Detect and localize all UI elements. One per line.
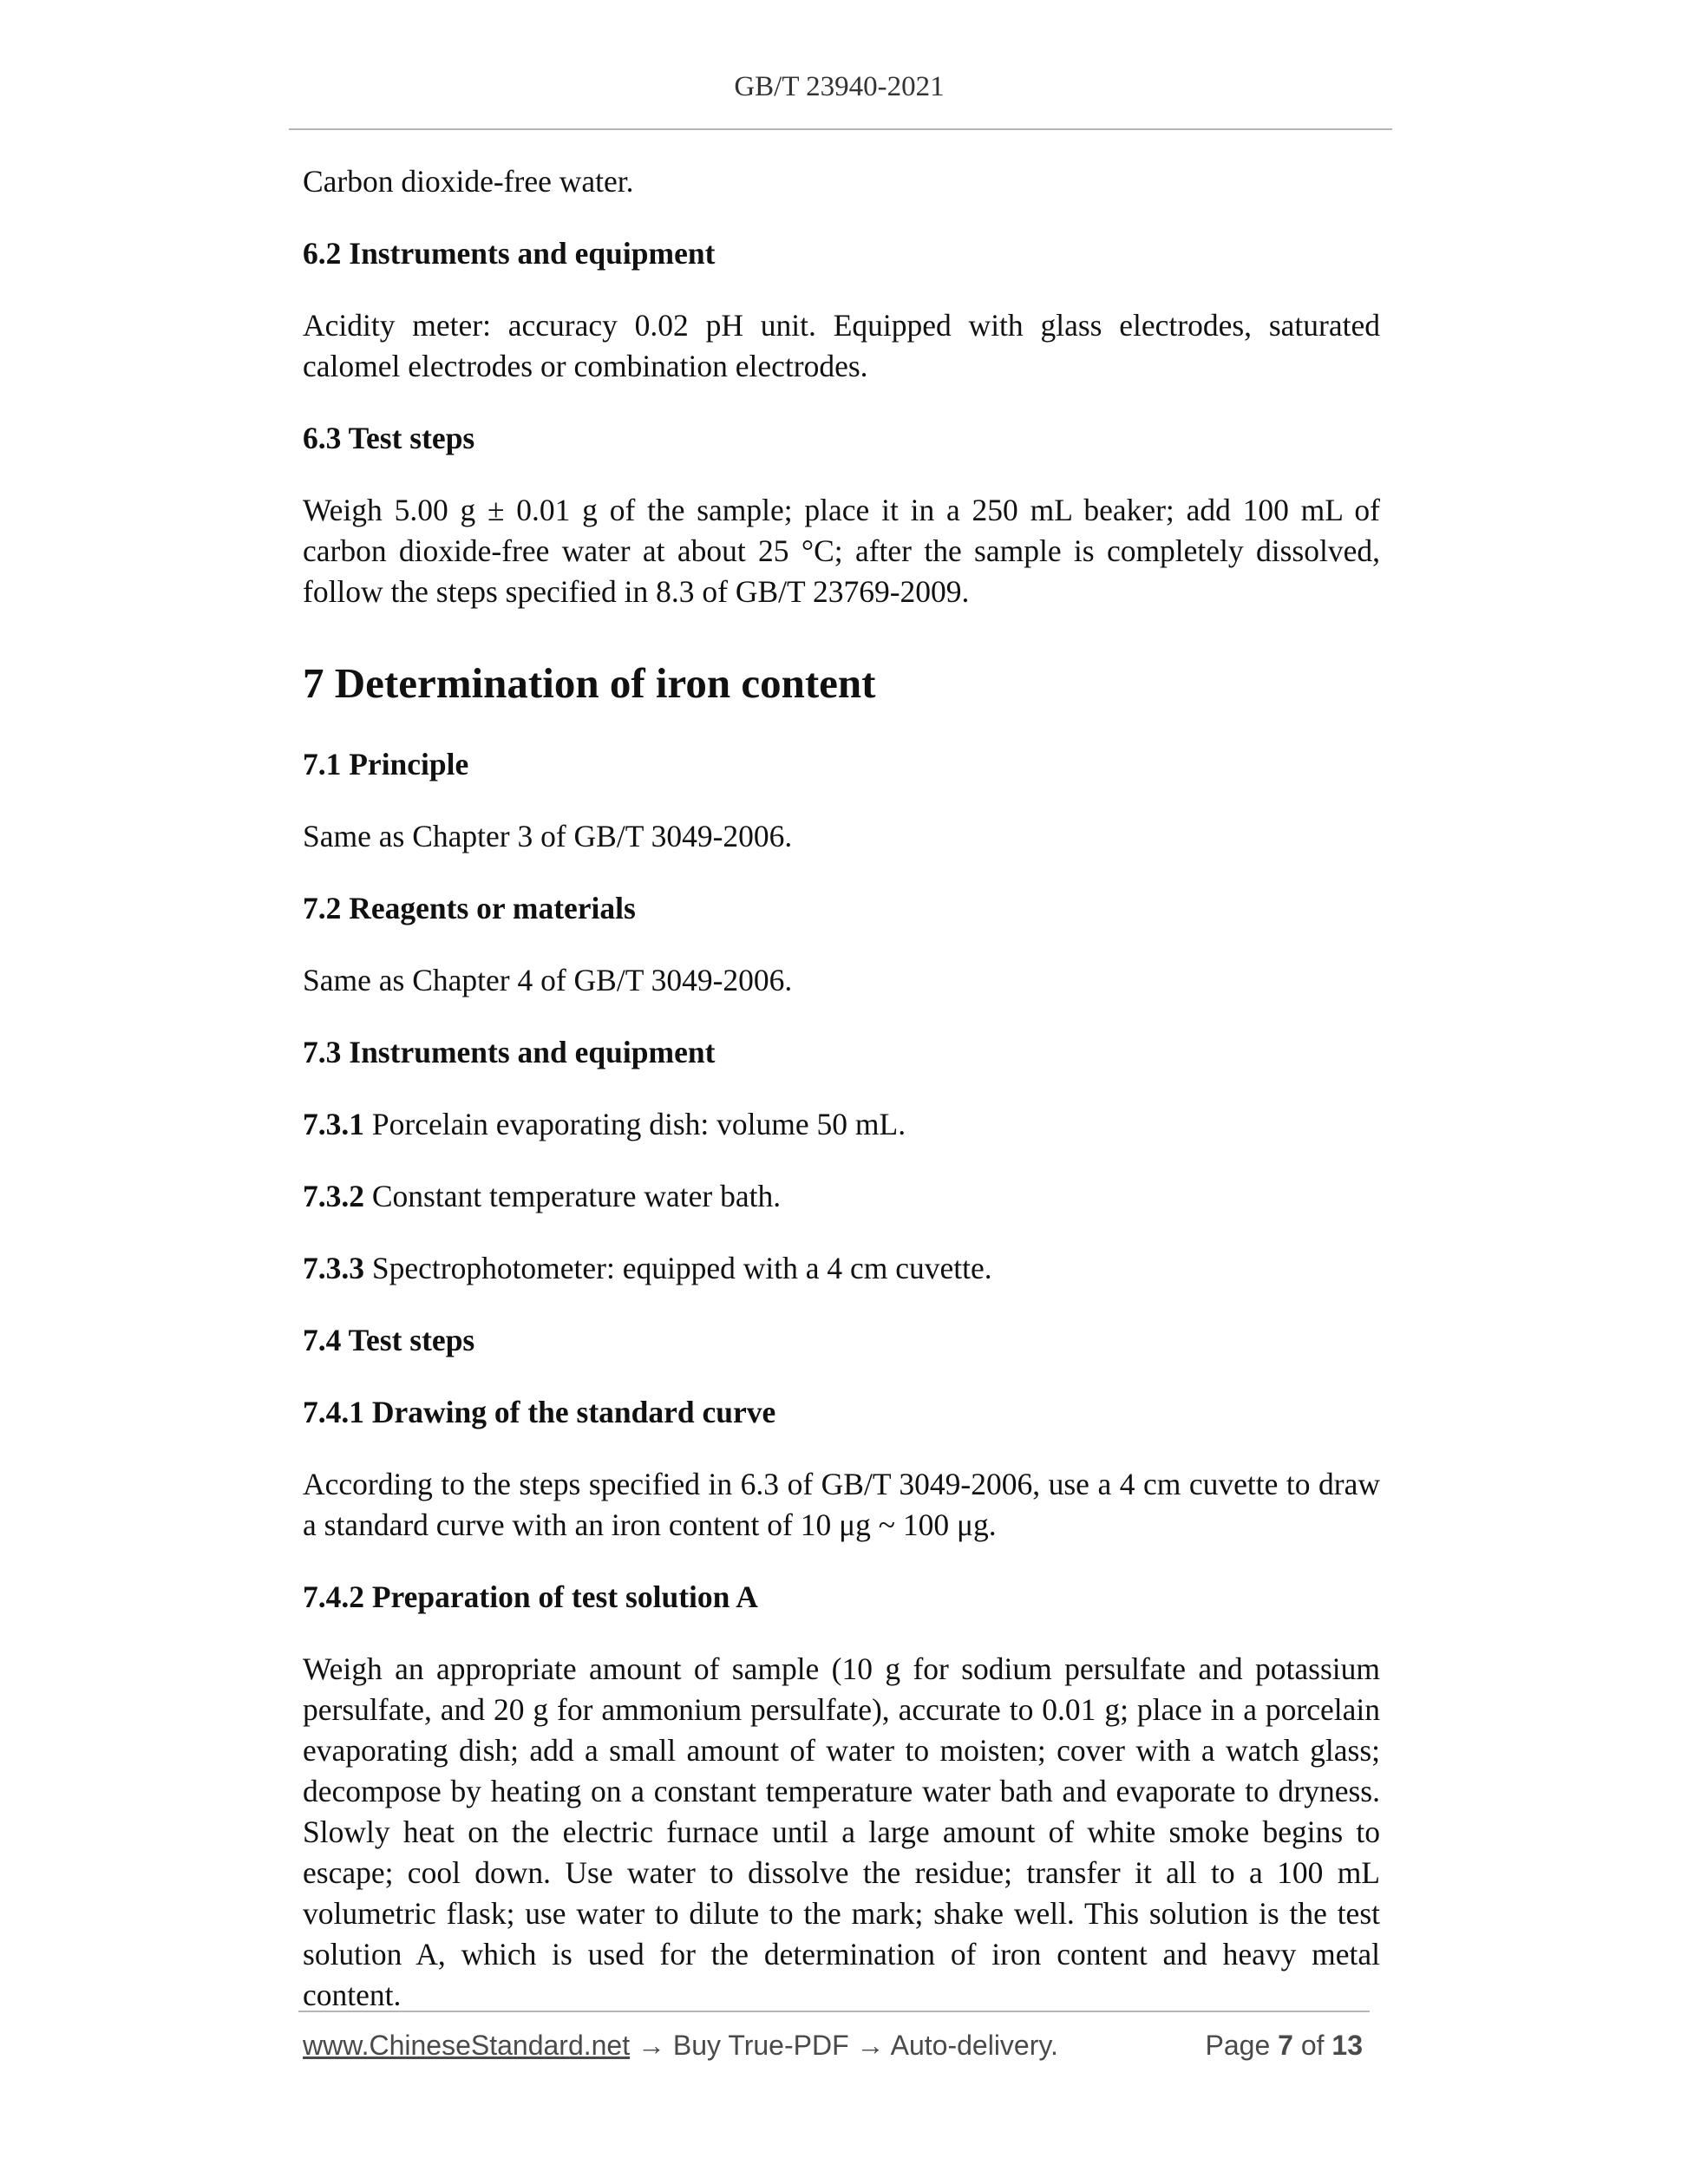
heading-7-1: 7.1 Principle: [303, 747, 469, 781]
paragraph-6-3: Weigh 5.00 g ± 0.01 g of the sample; place it in a 250 mL beaker; add 100 mL of carbon dioxide-free water at about 25 °C; after the sample is completely dissolved, follow the steps specified in 8.3 of GB/T 23769-2009.: [303, 493, 1380, 609]
paragraph-7-1: Same as Chapter 3 of GB/T 3049-2006.: [303, 819, 793, 853]
heading-7-2: 7.2 Reagents or materials: [303, 891, 636, 925]
heading-6-3: 6.3 Test steps: [303, 421, 475, 455]
page-label: Page: [1205, 2030, 1279, 2061]
item-7-3-1-number: 7.3.1: [303, 1107, 364, 1141]
footer-divider: [298, 2011, 1370, 2012]
page-indicator: [1206, 2030, 1363, 2062]
heading-7-4: 7.4 Test steps: [303, 1323, 475, 1357]
paragraph-7-4-2: Weigh an appropriate amount of sample (10 g for sodium persulfate and potassium persulfate, and 20 g for ammonium persulfate), accurate to 0.01 g; place in a porcelain evaporating dish; add a small amount of water to moisten; cover with a watch glass; decompose by heating on a constant temperature water bath and evaporate to dryness. Slowly heat on the electric furnace until a large amount of white smoke begins to escape; cool down. Use water to dissolve the residue; transfer it all to a 100 mL volumetric flask; use water to dilute to the mark; shake well. This solution is the test solution A, which is used for the determination of iron content and heavy metal content.: [303, 1651, 1380, 2012]
current-page-number: 7: [1278, 2030, 1293, 2061]
total-pages-number: 13: [1331, 2030, 1363, 2061]
of-label: of: [1292, 2030, 1332, 2061]
heading-7-4-2: 7.4.2 Preparation of test solution A: [303, 1579, 758, 1614]
item-7-3-1-text: Porcelain evaporating dish: volume 50 mL.: [364, 1107, 906, 1141]
footer-promo: [303, 2030, 1058, 2062]
item-7-3-2: [303, 1176, 1380, 1217]
heading-chapter-7: 7 Determination of iron content: [303, 659, 876, 707]
paragraph-6-2: Acidity meter: accuracy 0.02 pH unit. Equipped with glass electrodes, saturated calomel electrodes or combination electrodes.: [303, 308, 1380, 383]
paragraph-7-4-1: According to the steps specified in 6.3 of GB/T 3049-2006, use a 4 cm cuvette to draw a standard curve with an iron content of 10 μg ~ 100 μg.: [303, 1467, 1380, 1542]
page-body: [303, 161, 1380, 2016]
footer-site-link[interactable]: www.ChineseStandard.net: [303, 2030, 631, 2061]
header-divider: [289, 128, 1392, 130]
heading-7-4-1: 7.4.1 Drawing of the standard curve: [303, 1395, 776, 1429]
document-header-id: GB/T 23940-2021: [734, 71, 945, 102]
item-7-3-3: [303, 1248, 1380, 1289]
heading-7-3: 7.3 Instruments and equipment: [303, 1035, 716, 1069]
item-7-3-2-number: 7.3.2: [303, 1179, 364, 1213]
item-7-3-3-text: Spectrophotometer: equipped with a 4 cm cuvette.: [364, 1251, 992, 1285]
page-footer: [303, 2030, 1370, 2068]
footer-promo-text: → Buy True-PDF → Auto-delivery.: [630, 2030, 1058, 2061]
heading-6-2: 6.2 Instruments and equipment: [303, 236, 716, 271]
item-7-3-3-number: 7.3.3: [303, 1251, 364, 1285]
paragraph-co2-free-water: Carbon dioxide-free water.: [303, 164, 634, 199]
item-7-3-2-text: Constant temperature water bath.: [364, 1179, 782, 1213]
paragraph-7-2: Same as Chapter 4 of GB/T 3049-2006.: [303, 963, 793, 997]
item-7-3-1: [303, 1104, 1380, 1145]
